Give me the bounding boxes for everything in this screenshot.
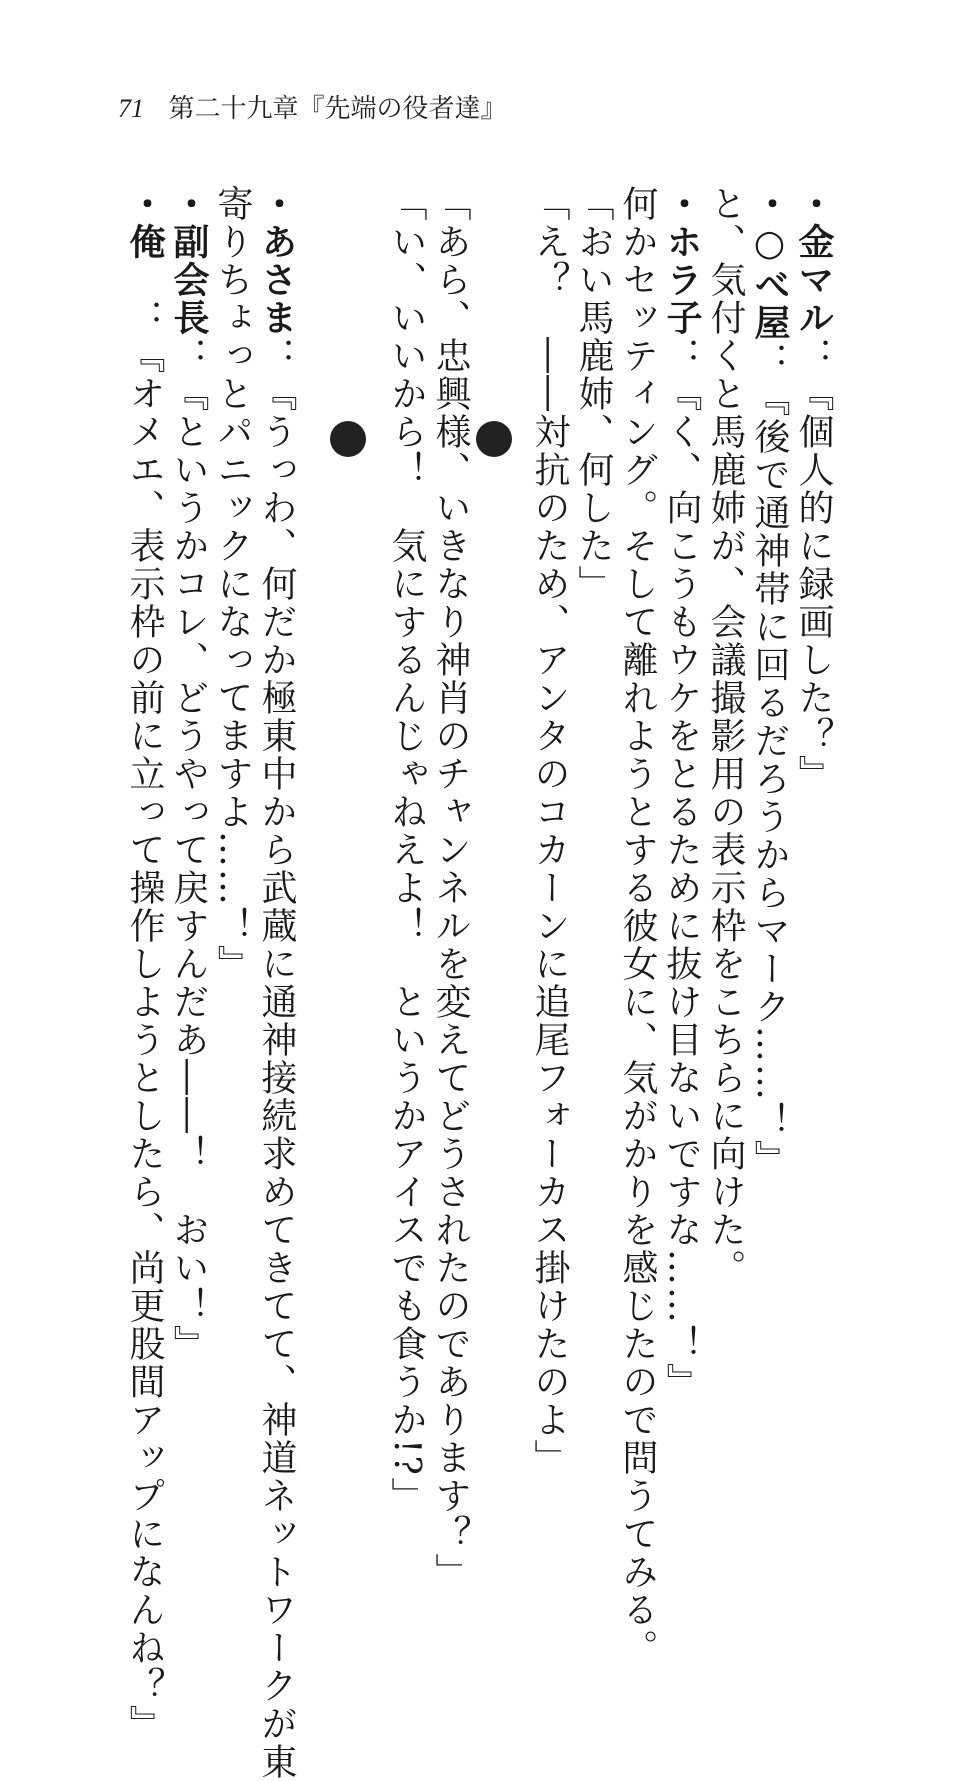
- line-text: 何かセッティング。そして離れようとする彼女に、気がかりを感じたので問うてみる。: [617, 185, 658, 1667]
- text-column: [573, 185, 614, 1425]
- line-text: 寄りちょっとパニックになってますよ……！』: [212, 185, 253, 983]
- line-text: 「あら、忠興様、いきなり神肖のチャンネルを変えてどうされたのであります？」: [430, 185, 471, 1591]
- line-text: 『というかコレ、どうやって戻すんだあ――！ おい！』: [168, 375, 209, 1363]
- text-column: ・○べ屋：『後で通神帯に回るだろうからマーク……！』: [749, 185, 790, 1178]
- line-text: 『うっわ、何だか極東中から武蔵に通神接続求めてきてて、神道ネットワークが東: [256, 375, 297, 1781]
- text-column: ・金マル：『個人的に録画した？』: [793, 185, 834, 793]
- speaker-name: ・あさま: [256, 185, 297, 337]
- line-text: 「え？ ――対抗のため、アンタのコカーンに追尾フォーカス掛けたのよ」: [529, 185, 570, 1477]
- line-text: 「い、いいから！ 気にするんじゃねえよ！ というかアイスでも食うか!?」: [386, 185, 427, 1515]
- text-column: ・あさま：『うっわ、何だか極東中から武蔵に通神接続求めてきてて、神道ネットワークが東: [256, 185, 297, 1781]
- section-break-dot: [476, 421, 512, 457]
- line-text: 『く、向こうもウケをとるために抜け目ないですな……！』: [661, 375, 702, 1401]
- text-column: [430, 185, 471, 1591]
- text-column: [617, 185, 658, 1667]
- chapter-title: 第二十九章『先端の役者達』: [168, 94, 507, 123]
- line-text: 『後で通神帯に回るだろうからマーク……！』: [749, 380, 790, 1178]
- speaker-name: ・副会長: [168, 185, 209, 337]
- text-column: ・俺 ：『オメエ、表示枠の前に立って操作しようとしたら、尚更股間アップになんね？』: [124, 185, 165, 1743]
- line-text: と、気付くと馬鹿姉が、会議撮影用の表示枠をこちらに向けた。: [705, 185, 746, 1287]
- line-text: 『個人的に録画した？』: [793, 375, 834, 793]
- text-column: [386, 185, 427, 1515]
- speaker-name: ・ホラ子: [661, 185, 702, 337]
- line-text: 「おい馬鹿姉、何した」: [573, 185, 614, 603]
- text-column: [705, 185, 746, 1425]
- text-column: ・ホラ子：『く、向こうもウケをとるために抜け目ないですな……！』: [661, 185, 702, 1401]
- speaker-name: ・金マル: [793, 185, 834, 337]
- speaker-name: ・俺: [124, 185, 165, 261]
- text-column: [529, 185, 570, 1477]
- text-column: ・副会長：『というかコレ、どうやって戻すんだあ――！ おい！』: [168, 185, 209, 1363]
- running-header: [118, 88, 507, 125]
- section-break-dot: [330, 421, 366, 457]
- speaker-name: ・○べ屋: [749, 185, 790, 342]
- text-column: [212, 185, 253, 1425]
- page-number: 71: [118, 94, 144, 123]
- line-text: 『オメエ、表示枠の前に立って操作しようとしたら、尚更股間アップになんね？』: [124, 337, 165, 1743]
